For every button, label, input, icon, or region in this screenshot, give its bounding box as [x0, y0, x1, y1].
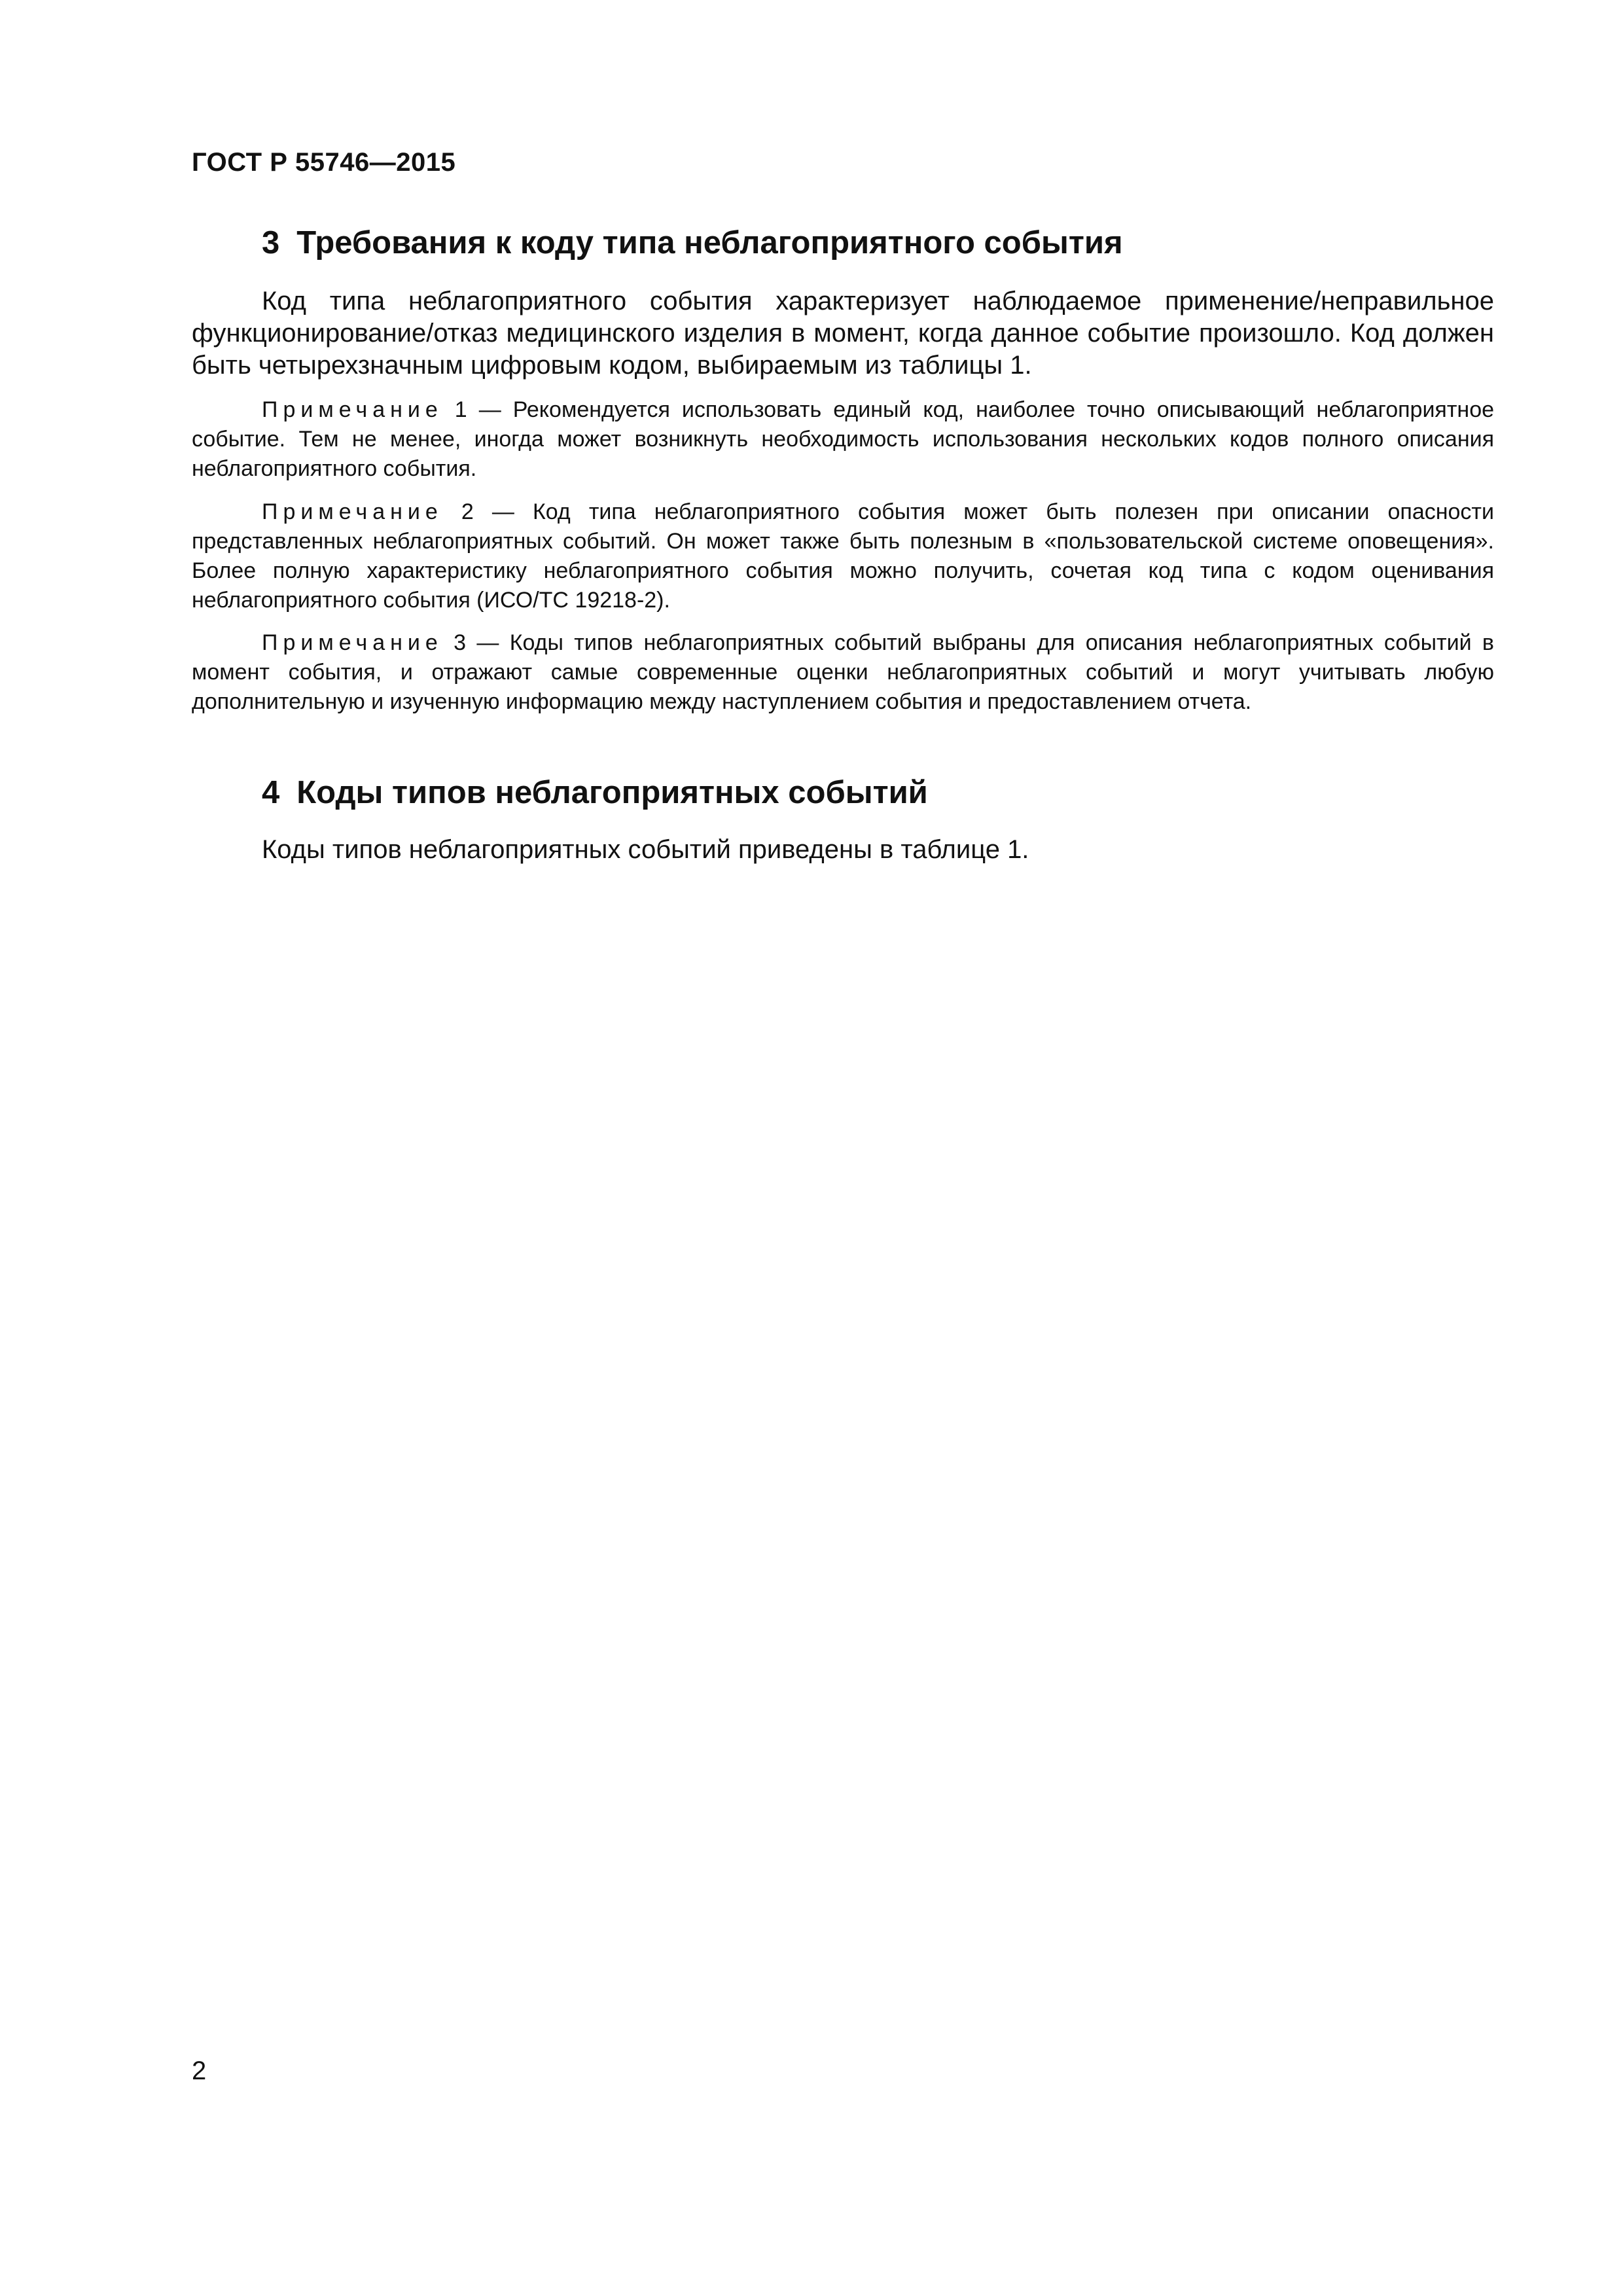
- note-3-label: Примечание: [262, 630, 443, 655]
- note-3-number: 3: [454, 630, 467, 655]
- document-header: ГОСТ Р 55746—2015: [192, 148, 456, 177]
- note-2-label: Примечание: [262, 499, 443, 524]
- note-2-number: 2: [461, 499, 474, 524]
- section-4-heading: [262, 774, 928, 811]
- section-3-title: Требования к коду типа неблагоприятного события: [296, 225, 1123, 260]
- note-2: [192, 497, 1494, 615]
- section-3-number: 3: [262, 225, 280, 260]
- note-1-label: Примечание: [262, 397, 443, 422]
- note-3: [192, 628, 1494, 717]
- page-number: 2: [192, 2056, 207, 2085]
- section-3-paragraph: Код типа неблагоприятного события характеризует наблюдаемое применение/неправильное функционирование/отказ медицинского изделия в момент, когда данное событие произошло. Код должен быть четырехзначным цифровым кодом, выбираемым из таблицы 1.: [192, 287, 1494, 380]
- note-1-text: — Рекомендуется использовать единый код, наиболее точно описывающий неблагоприятное событие. Тем не менее, иногда может возникнуть необходимость использования нескольких кодов полного описания неблагоприятного события.: [192, 397, 1495, 481]
- note-1: [192, 395, 1494, 484]
- section-4-title: Коды типов неблагоприятных событий: [296, 775, 928, 810]
- section-3-heading: [262, 224, 1123, 261]
- note-1-number: 1: [454, 397, 467, 422]
- section-4-paragraph: Коды типов неблагоприятных событий приведены в таблице 1.: [262, 835, 1029, 864]
- section-4-number: 4: [262, 775, 280, 810]
- note-3-text: — Коды типов неблагоприятных событий выбраны для описания неблагоприятных событий в момент события, и отражают самые современные оценки неблагоприятных событий и могут учитывать любую дополнительную и изученную информацию между наступлением события и предоставлением отчета.: [192, 630, 1494, 714]
- note-2-text: — Код типа неблагоприятного события может быть полезен при описании опасности представленных неблагоприятных событий. Он может также быть полезным в «пользовательской системе оповещения». Более полную характеристику неблагоприятного события можно получить, сочетая код типа с кодом оценивания неблагоприятного события (ИСО/ТС 19218-2).: [192, 499, 1494, 613]
